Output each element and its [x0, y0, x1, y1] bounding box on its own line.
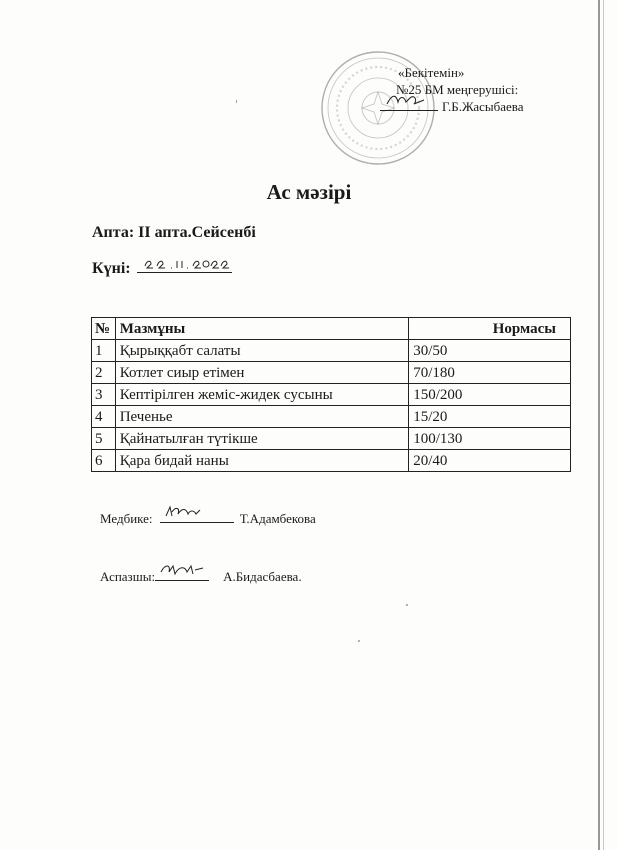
cook-signature-line — [155, 568, 209, 581]
row-dish: Қырыққабт салаты — [115, 340, 409, 362]
table-header-row — [92, 318, 571, 340]
handwritten-signature — [384, 90, 434, 110]
approval-signature-line — [380, 98, 438, 111]
header-number: № — [92, 318, 116, 340]
row-dish: Қара бидай наны — [115, 450, 409, 472]
handwritten-signature — [159, 562, 205, 578]
scan-speck — [236, 100, 237, 103]
handwritten-signature — [164, 504, 204, 520]
page-edge — [598, 0, 600, 850]
header-content: Мазмұны — [115, 318, 409, 340]
row-norm: 100/130 — [409, 428, 571, 450]
row-number: 1 — [92, 340, 116, 362]
nurse-signature-line — [160, 510, 234, 523]
row-number: 4 — [92, 406, 116, 428]
table-row — [92, 450, 571, 472]
cook-signature-row — [100, 568, 302, 585]
cook-name: А.Бидасбаева. — [223, 569, 302, 584]
row-number: 6 — [92, 450, 116, 472]
approver-name: Г.Б.Жасыбаева — [442, 99, 524, 114]
table-row — [92, 384, 571, 406]
row-norm: 70/180 — [409, 362, 571, 384]
scan-speck — [406, 604, 408, 606]
date-row — [92, 258, 232, 278]
table-row — [92, 428, 571, 450]
scan-speck — [358, 640, 360, 642]
nurse-signature-row — [100, 510, 316, 527]
table-row — [92, 406, 571, 428]
approval-title: «Бекітемін» — [398, 65, 465, 80]
row-dish: Печенье — [115, 406, 409, 428]
table-row — [92, 340, 571, 362]
handwritten-date-drawing — [141, 256, 229, 272]
row-norm: 20/40 — [409, 450, 571, 472]
page-title: Ас мәзірі — [266, 180, 352, 204]
row-norm: 30/50 — [409, 340, 571, 362]
week-label: Апта: ІІ апта.Сейсенбі — [92, 224, 256, 241]
date-label: Күні: — [92, 260, 131, 277]
row-number: 2 — [92, 362, 116, 384]
row-dish: Қайнатылған түтікше — [115, 428, 409, 450]
row-norm: 15/20 — [409, 406, 571, 428]
table-row — [92, 362, 571, 384]
header-norm: Нормасы — [409, 318, 571, 340]
handwritten-date-line — [137, 258, 232, 273]
approval-block — [380, 64, 524, 115]
row-dish: Котлет сиыр етімен — [115, 362, 409, 384]
row-dish: Кептірілген жеміс-жидек сусыны — [115, 384, 409, 406]
row-number: 3 — [92, 384, 116, 406]
row-norm: 150/200 — [409, 384, 571, 406]
nurse-name: Т.Адамбекова — [239, 511, 316, 526]
menu-table — [91, 317, 571, 472]
cook-label: Аспазшы: — [100, 569, 156, 584]
approval-signature-row — [380, 98, 524, 115]
approval-position: №25 БМ меңгерушісі: — [396, 82, 519, 97]
nurse-label: Медбике: — [100, 511, 153, 526]
row-number: 5 — [92, 428, 116, 450]
page-edge-shadow — [603, 0, 604, 850]
